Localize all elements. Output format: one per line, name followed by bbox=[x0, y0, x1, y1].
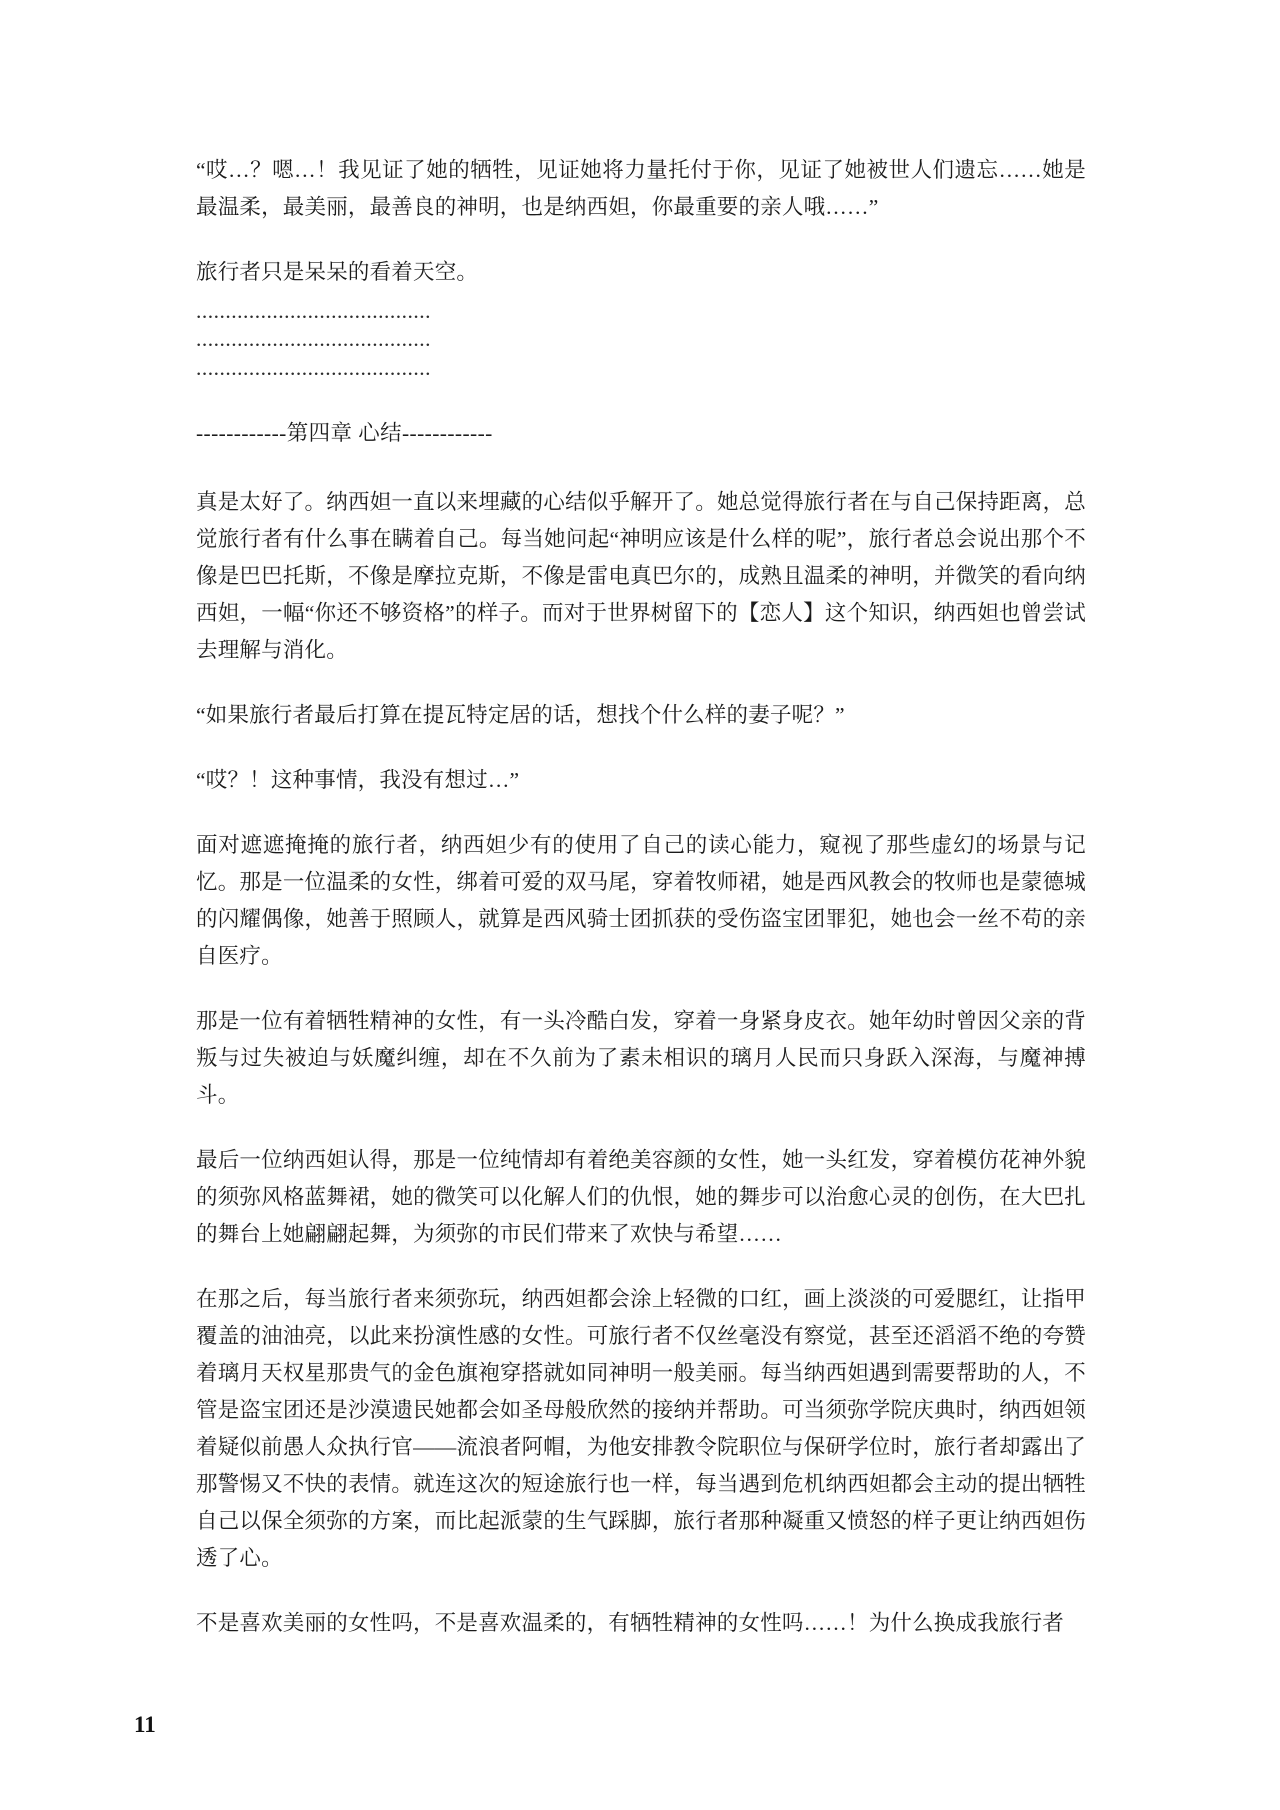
paragraph-body-6: 最后一位纳西妲认得，那是一位纯情却有着绝美容颜的女性，她一头红发，穿着模仿花神外貌的须弥风格蓝舞裙，她的微笑可以化解人们的仇恨，她的舞步可以治愈心灵的创伤，在大巴扎的舞台上她翩翩起舞，为须弥的市民们带来了欢快与希望…… bbox=[196, 1147, 1086, 1246]
paragraph-body-2: “如果旅行者最后打算在提瓦特定居的话，想找个什么样的妻子呢？” bbox=[196, 703, 845, 728]
ellipsis-block bbox=[196, 297, 1086, 382]
paragraph-body-1: 真是太好了。纳西妲一直以来埋藏的心结似乎解开了。她总觉得旅行者在与自己保持距离，总觉旅行者有什么事在瞒着自己。每当她问起“神明应该是什么样的呢”，旅行者总会说出那个不像是巴巴托斯，不像是摩拉克斯，不像是雷电真巴尔的，成熟且温柔的神明，并微笑的看向纳西妲，一幅“你还不够资格”的样子。而对于世界树留下的【恋人】这个知识，纳西妲也曾尝试去理解与消化。 bbox=[196, 490, 1086, 663]
paragraph-body-4: 面对遮遮掩掩的旅行者，纳西妲少有的使用了自己的读心能力，窥视了那些虚幻的场景与记忆。那是一位温柔的女性，绑着可爱的双马尾，穿着牧师裙，她是西风教会的牧师也是蒙德城的闪耀偶像，她善于照顾人，就算是西风骑士团抓获的受伤盗宝团罪犯，她也会一丝不苟的亲自医疗。 bbox=[196, 833, 1086, 969]
ellipsis-line: ........................................ bbox=[196, 355, 431, 380]
page-number: 11 bbox=[134, 1712, 156, 1737]
ellipsis-line: ........................................ bbox=[196, 327, 431, 352]
paragraph-body-3: “哎？！这种事情，我没有想过…” bbox=[196, 768, 520, 793]
paragraph-body-7: 在那之后，每当旅行者来须弥玩，纳西妲都会涂上轻微的口红，画上淡淡的可爱腮红，让指甲覆盖的油油亮，以此来扮演性感的女性。可旅行者不仅丝毫没有察觉，甚至还滔滔不绝的夸赞着璃月天权星那贵气的金色旗袍穿搭就如同神明一般美丽。每当纳西妲遇到需要帮助的人，不管是盗宝团还是沙漠遗民她都会如圣母般欣然的接纳并帮助。可当须弥学院庆典时，纳西妲领着疑似前愚人众执行官——流浪者阿帽，为他安排教令院职位与保研学位时，旅行者却露出了那警惕又不快的表情。就连这次的短途旅行也一样，每当遇到危机纳西妲都会主动的提出牺牲自己以保全须弥的方案，而比起派蒙的生气踩脚，旅行者那种凝重又愤怒的样子更让纳西妲伤透了心。 bbox=[196, 1286, 1086, 1570]
ellipsis-line: ........................................ bbox=[196, 298, 431, 323]
paragraph-body-8: 不是喜欢美丽的女性吗，不是喜欢温柔的，有牺牲精神的女性吗……！为什么换成我旅行者 bbox=[196, 1610, 1065, 1635]
paragraph-narration-1: 旅行者只是呆呆的看着天空。 bbox=[196, 259, 479, 284]
paragraph-dialogue-1: “哎…？嗯…！我见证了她的牺牲，见证她将力量托付于你，见证了她被世人们遗忘……她是最温柔，最美丽，最善良的神明，也是纳西妲，你最重要的亲人哦……” bbox=[196, 158, 1086, 219]
page-content bbox=[196, 152, 1086, 1670]
chapter-heading: ------------第四章 心结------------ bbox=[196, 421, 493, 446]
paragraph-body-5: 那是一位有着牺牲精神的女性，有一头冷酷白发，穿着一身紧身皮衣。她年幼时曾因父亲的背叛与过失被迫与妖魔纠缠，却在不久前为了素未相识的璃月人民而只身跃入深海，与魔神搏斗。 bbox=[196, 1009, 1086, 1108]
